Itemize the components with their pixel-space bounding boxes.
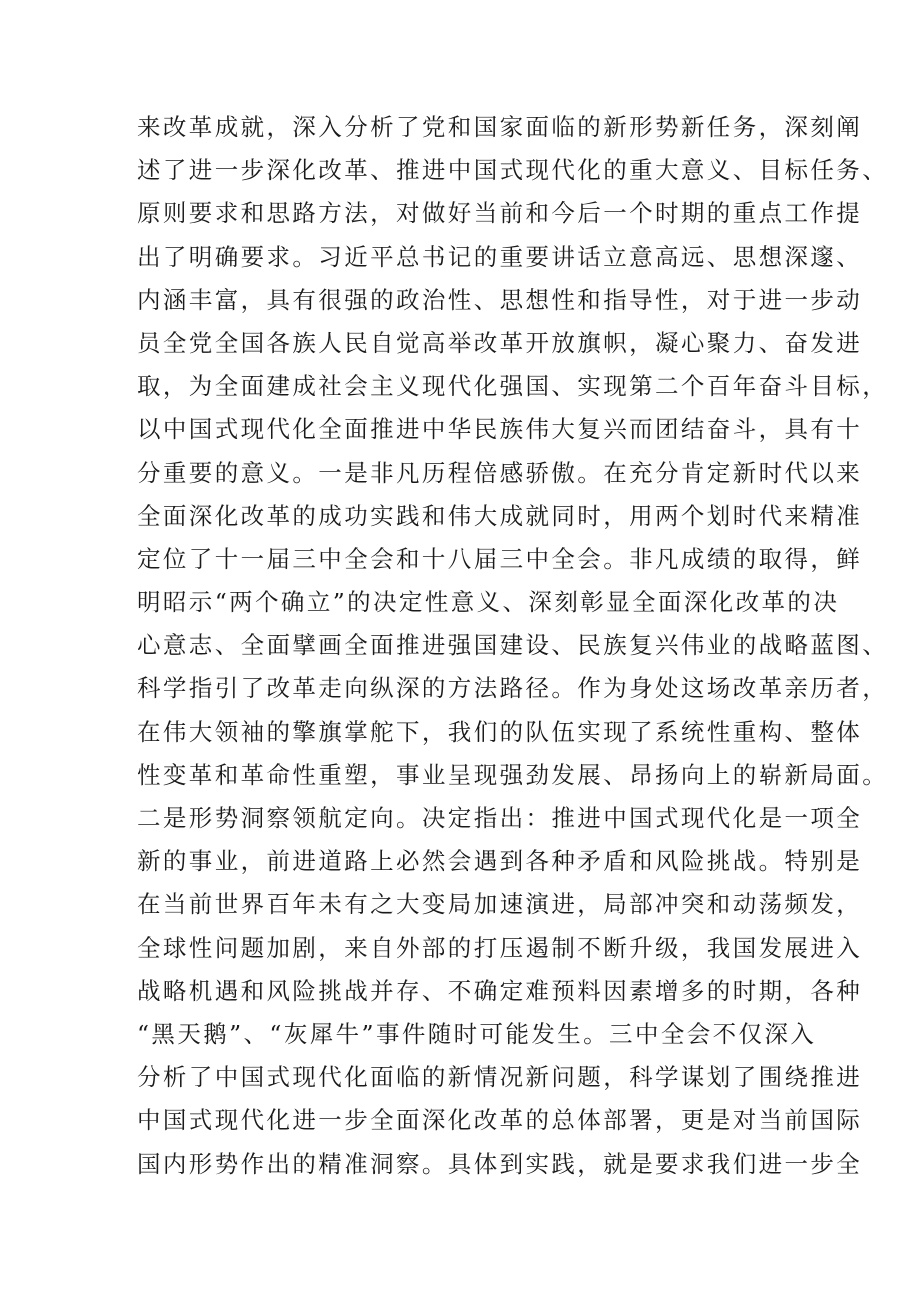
text-line: 在当前世界百年未有之大变局加速演进，局部冲突和动荡频发， — [137, 890, 863, 919]
text-line: 取，为全面建成社会主义现代化强国、实现第二个百年奋斗目标， — [137, 372, 889, 401]
text-line: 全球性问题加剧，来自外部的打压遏制不断升级，我国发展进入 — [137, 933, 863, 962]
text-line: 全面深化改革的成功实践和伟大成就同时，用两个划时代来精准 — [137, 501, 863, 530]
text-line: 中国式现代化进一步全面深化改革的总体部署，更是对当前国际 — [137, 1106, 863, 1135]
body-text — [137, 106, 889, 1186]
text-line: 心意志、全面擘画全面推进强国建设、民族复兴伟业的战略蓝图、 — [137, 631, 889, 660]
text-line: 分重要的意义。一是非凡历程倍感骄傲。在充分肯定新时代以来 — [137, 458, 863, 487]
text-line: 科学指引了改革走向纵深的方法路径。作为身处这场改革亲历者， — [137, 674, 889, 703]
text-line: 内涵丰富，具有很强的政治性、思想性和指导性，对于进一步动 — [137, 285, 863, 314]
text-line: 国内形势作出的精准洞察。具体到实践，就是要求我们进一步全 — [137, 1149, 863, 1178]
text-line: 在伟大领袖的擎旗掌舵下，我们的队伍实现了系统性重构、整体 — [137, 717, 863, 746]
text-line: 述了进一步深化改革、推进中国式现代化的重大意义、目标任务、 — [137, 156, 889, 185]
text-line: 新的事业，前进道路上必然会遇到各种矛盾和风险挑战。特别是 — [137, 847, 863, 876]
text-line: 以中国式现代化全面推进中华民族伟大复兴而团结奋斗，具有十 — [137, 415, 863, 444]
text-line: 出了明确要求。习近平总书记的重要讲话立意高远、思想深邃、 — [137, 242, 863, 271]
text-line: 定位了十一届三中全会和十八届三中全会。非凡成绩的取得，鲜 — [137, 544, 863, 573]
text-line: 二是形势洞察领航定向。决定指出：推进中国式现代化是一项全 — [137, 804, 863, 832]
text-line: “黑天鹅”、“灰犀牛”事件随时可能发生。三中全会不仅深入 — [137, 1019, 817, 1048]
text-line: 员全党全国各族人民自觉高举改革开放旗帜，凝心聚力、奋发进 — [137, 328, 863, 357]
text-line: 原则要求和思路方法，对做好当前和今后一个时期的重点工作提 — [137, 199, 863, 228]
text-line: 战略机遇和风险挑战并存、不确定难预料因素增多的时期，各种 — [137, 976, 863, 1005]
text-line: 分析了中国式现代化面临的新情况新问题，科学谋划了围绕推进 — [137, 1063, 863, 1092]
text-line: 明昭示“两个确立”的决定性意义、深刻彰显全面深化改革的决 — [137, 588, 840, 617]
text-line: 来改革成就，深入分析了党和国家面临的新形势新任务，深刻阐 — [137, 113, 863, 141]
text-line: 性变革和革命性重塑，事业呈现强劲发展、昂扬向上的崭新局面。 — [137, 760, 889, 789]
